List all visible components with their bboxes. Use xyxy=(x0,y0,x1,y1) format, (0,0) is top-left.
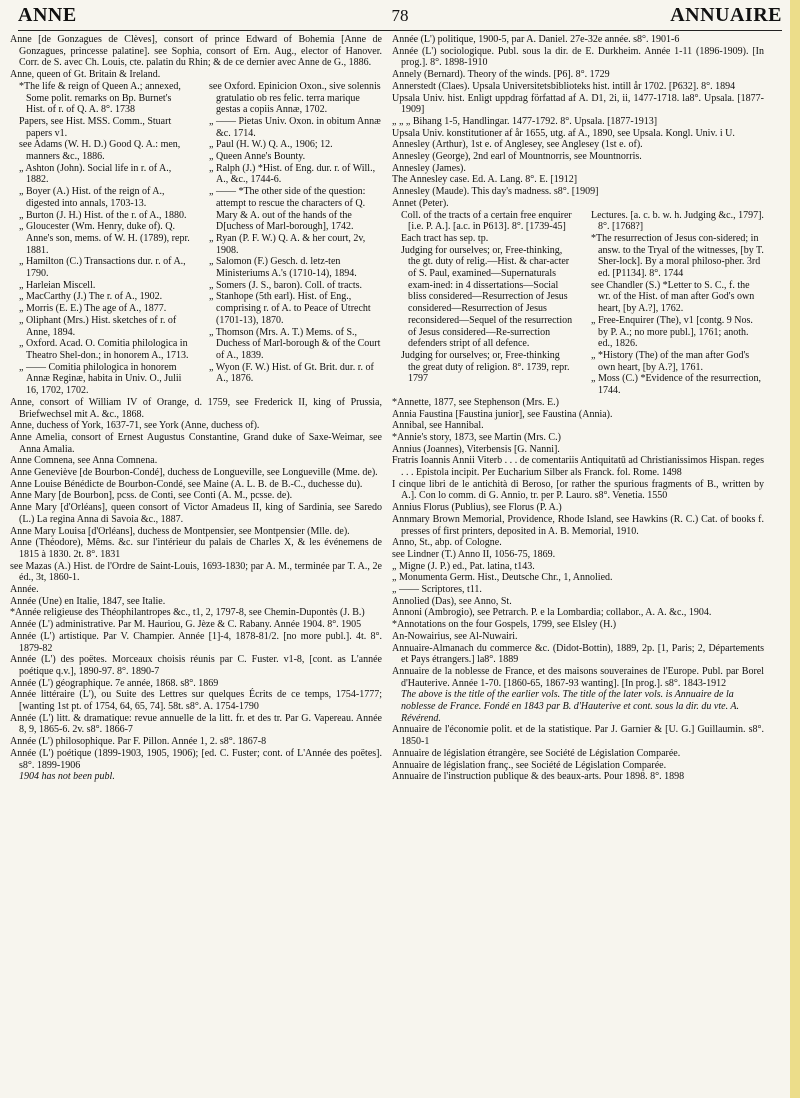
page-header xyxy=(18,4,782,30)
page-number: 78 xyxy=(391,6,409,25)
entry: „ Burton (J. H.) Hist. of the r. of A., 1880. xyxy=(19,209,187,221)
entry: Anne, queen of Gt. Britain & Ireland. xyxy=(10,69,161,81)
entry: Anne Louise Bénédicte de Bourbon-Condé, see Maine (A. L. B. de B.-C., duchesse du). xyxy=(10,478,363,490)
entry: I cinque libri de le antichità di Beroso, [or rather the spurious fragments of B., written by A.]. Con lo comm. di G. Annio, tr. per P. Lauro. s8°. Venetia. 1550 xyxy=(392,478,764,502)
entry: Annuaire de législation franç., see Société de Législation Comparée. xyxy=(392,759,667,771)
header-right-keyword: ANNUAIRE xyxy=(670,4,782,26)
entry: Lectures. [a. c. b. w. h. Judging &c., 1797]. 8°. [1768?] xyxy=(591,209,764,233)
entry: Papers, see Hist. MSS. Comm., Stuart papers v1. xyxy=(19,115,172,139)
entry: „ Boyer (A.) Hist. of the reign of A., digested into annals, 1703-13. xyxy=(19,186,165,209)
entry: Upsala Univ. konstitutioner af år 1655, utg. af A., 1890, see Upsala. Kongl. Univ. i U. xyxy=(392,127,735,139)
entry: „ Ryan (P. F. W.) Q. A. & her court, 2v, 1908. xyxy=(209,232,366,256)
entry: Annuaire de l'économie polit. et de la statistique. Par J. Garnier & [U. G.] Guillaumin. s8°. 1850-1 xyxy=(392,724,764,748)
entry: „ Oxford. Acad. O. Comitia philologica in Theatro Shel-don.; in honorem A., 1713. xyxy=(19,338,189,361)
entry: see Lindner (T.) Anno II, 1056-75, 1869. xyxy=(392,548,556,560)
entry: An-Nowairius, see Al-Nuwairi. xyxy=(392,630,518,642)
entry: Anne, consort of William IV of Orange, d. 1759, see Frederick II, king of Prussia, Briefwechsel mit A. &c., 1868. xyxy=(10,396,382,420)
entry: Annoni (Ambrogio), see Petrarch. P. e la Lombardia; collabor., A. A. &c., 1904. xyxy=(392,607,712,619)
note: 1904 has not been publ. xyxy=(19,771,115,783)
entry: „ Monumenta Germ. Hist., Deutsche Chr., 1, Annolied. xyxy=(392,572,613,584)
entry-list xyxy=(10,397,382,772)
subcolumn-left xyxy=(10,81,192,397)
entry: „ Queen Anne's Bounty. xyxy=(209,151,306,163)
entry: Judging for ourselves; or, Free-thinking the great duty of religion. 8°. 1739, repr. 1797 xyxy=(401,349,570,385)
entry: „ „ „ Bihang 1-5, Handlingar. 1477-1792. 8°. Upsala. [1877-1913] xyxy=(392,115,658,127)
entry: Annerstedt (Claes). Upsala Universitetsbiblioteks hist. intill år 1702. [P632]. 8°. 1894 xyxy=(392,80,736,92)
entry: „ —— Comitia philologica in honorem Annæ Reginæ, habita in Univ. O., Julii 16, 1702, 1702. xyxy=(19,361,182,397)
subcolumn-left xyxy=(392,210,574,397)
entry: „ Ralph (J.) *Hist. of Eng. dur. r. of Will., A., &c., 1744-6. xyxy=(209,162,376,186)
entry: *The resurrection of Jesus con-sidered; in answ. to the Tryal of the witnesses, [by T. Sher-lock]. By a moral philoso-pher. 3rd ed. [P1134]. 8°. 1744 xyxy=(591,232,764,280)
entry: „ —— *The other side of the question: attempt to rescue the characters of Q. Mary & A. out of the hands of the D[uchess of Marl-borough], 1742. xyxy=(209,186,366,233)
entry: Annia Faustina [Faustina junior], see Faustina (Annia). xyxy=(392,408,613,420)
entry: Année (L') sociologique. Publ. sous la dir. de E. Durkheim. Année 1-11 (1896-1909). [In prog.]. 8°. 1898-1910 xyxy=(392,45,764,69)
entry: Année (L') poétique (1899-1903, 1905, 1906); [ed. C. Fuster; cont. of L'Année des poëtes]. s8°. 1899-1906 xyxy=(10,747,382,771)
entry: „ Somers (J. S., baron). Coll. of tracts. xyxy=(209,279,363,291)
entry: Upsala Univ. hist. Enligt uppdrag författad af A. D1, 2i, ii, 1477-1718. la8°. Upsala. [1877-1909] xyxy=(392,92,764,116)
entry: Judging for ourselves; or, Free-thinking, the gt. duty of relig.—Hist. & char-acter of S. Paul, examined—Supernaturals exam-ined: in 4 dissertations—Social bliss considered—Resurrection of Jesus considered—Resurrection of Jesus reconsidered—Sequel of the resurrection of Jesus considered—Re-surrection defenders stript of all defence. xyxy=(401,244,573,350)
entry: Anne Mary [de Bourbon], pcss. de Conti, see Conti (A. M., pcsse. de). xyxy=(10,490,293,502)
entry: *The life & reign of Queen A.; annexed, Some polit. remarks on Bp. Burnet's Hist. of r. of Q. A. 8°. 1738 xyxy=(19,80,181,116)
entry: „ *History (The) of the man after God's own heart, [by A.?], 1761. xyxy=(591,349,750,373)
entry: Année littéraire (L'), ou Suite des Lettres sur quelques Écrits de ce temps, 1754-1777; [wanting 1st pt. of 1754, 64, 65, 74]. 58t. s8°. A. 1754-1790 xyxy=(10,689,382,713)
entry: „ Hamilton (C.) Transactions dur. r. of A., 1790. xyxy=(19,256,186,280)
entry: Annesley (George), 2nd earl of Mountnorris, see Mountnorris. xyxy=(392,151,642,163)
entry: Annuaire-Almanach du commerce &c. (Didot-Bottin), 1889, 2p. [1, Paris; 2, Départements et Pays étrangers.] la8°. 1889 xyxy=(392,642,764,666)
entry: Anne (Théodore), Mêms. &c. sur l'intérieur du palais de Charles X, & les événemens de 1815 à 1830. 2t. 8°. 1831 xyxy=(10,537,382,560)
queen-anne-subcolumns xyxy=(10,81,382,397)
entry: „ Paul (H. W.) Q. A., 1906; 12. xyxy=(209,139,333,151)
entry: „ Oliphant (Mrs.) Hist. sketches of r. of Anne, 1894. xyxy=(19,314,177,338)
entry: „ Free-Enquirer (The), v1 [contg. 9 Nos. by P. A.; no more publ.], 1761; anoth. ed., 1826. xyxy=(591,314,753,350)
entry: see Mazas (A.) Hist. de l'Ordre de Saint-Louis, 1693-1830; par A. M., terminée par T. A., 2e éd., 3t, 1860-1. xyxy=(10,560,382,584)
header-left-keyword: ANNE xyxy=(18,4,77,26)
left-column xyxy=(10,34,382,783)
entry: Annesley (Arthur), 1st e. of Anglesey, see Anglesey (1st e. of). xyxy=(392,139,643,151)
entry: Anne Amelia, consort of Ernest Augustus Constantine, Grand duke of Saxe-Weimar, see Anna Amalia. xyxy=(10,431,382,455)
entry: Anne Comnena, see Anna Comnena. xyxy=(10,455,158,467)
entry-list xyxy=(392,397,764,690)
entry: Annuaire de l'instruction publique & des beaux-arts. Pour 1898. 8°. 1898 xyxy=(392,771,685,783)
entry: „ Ashton (John). Social life in r. of A., 1882. xyxy=(19,162,172,186)
subcolumn-right xyxy=(582,210,764,397)
entry: Anne Geneviève [de Bourbon-Condé], duchess de Longueville, see Longueville (Mme. de). xyxy=(10,467,378,479)
entry: Anne Mary [d'Orléans], queen consort of Victor Amadeus II, king of Sardinia, see Saredo (L.) La regina Anna di Savoia &c., 1887. xyxy=(10,502,382,525)
entry: Anne Mary Louisa [d'Orléans], duchess de Montpensier, see Montpensier (Mlle. de). xyxy=(10,525,350,537)
entry: „ Morris (E. E.) The age of A., 1877. xyxy=(19,303,167,315)
entry: Annuaire de la noblesse de France, et des maisons souveraines de l'Europe. Publ. par Borel d'Hauterive. Année 1-70. [1860-65, 1867-93 wanting]. [In prog.]. s8°. 1843-1912 xyxy=(392,665,764,689)
entry: Annius (Joannes), Viterbensis [G. Nanni]. xyxy=(392,443,560,455)
entry: „ Gloucester (Wm. Henry, duke of). Q. Anne's son, mems. of W. H. (1789), repr. 1881. xyxy=(19,221,190,256)
entry: Annely (Bernard). Theory of the winds. [P6]. 8°. 1729 xyxy=(392,69,610,81)
entry: Année (L') artistique. Par V. Champier. Année [1]-4, 1878-81/2. [no more publ.]. 4t. 8°. 1879-82 xyxy=(10,630,382,654)
entry: see Oxford. Epinicion Oxon., sive solennis gratulatio ob res felic. terra marique gestas a copiis Annæ, 1702. xyxy=(209,80,381,116)
entry: Annibal, see Hannibal. xyxy=(392,420,484,432)
right-column xyxy=(392,34,764,783)
entry: „ —— Pietas Univ. Oxon. in obitum Annæ &c. 1714. xyxy=(209,115,381,139)
entry: The Annesley case. Ed. A. Lang. 8°. E. [1912] xyxy=(392,174,578,186)
subcolumn-right xyxy=(200,81,382,397)
entry: „ Moss (C.) *Evidence of the resurrection, 1744. xyxy=(591,373,761,397)
entry: Annmary Brown Memorial, Providence, Rhode Island, see Hawkins (R. C.) Cat. of books f. presses of first printers, deposited in A. B. Memorial, 1910. xyxy=(392,513,764,537)
entry: *Annette, 1877, see Stephenson (Mrs. E.) xyxy=(392,396,559,408)
entry: Année (L') géographique. 7e année, 1868. s8°. 1869 xyxy=(10,677,219,689)
entry: Annolied (Das), see Anno, St. xyxy=(392,595,512,607)
entry: „ —— Scriptores, t11. xyxy=(392,584,482,596)
entry: see Adams (W. H. D.) Good Q. A.: men, manners &c., 1886. xyxy=(19,139,181,163)
entry: Fratris Ioannis Annii Viterb . . . de comentariis Antiquitatū ad Christianissimos Hispan. reges . . . Epistola incipit. Per Eucharium Silber als Franck. fol. Rome. 1498 xyxy=(392,455,764,479)
entry: „ Harleian Miscell. xyxy=(19,279,96,291)
entry: Each tract has sep. tp. xyxy=(401,232,489,244)
entry: „ Thomson (Mrs. A. T.) Mems. of S., Duchess of Marl-borough & of the Court of A., 1839. xyxy=(209,326,381,361)
entry: Année (L') administrative. Par M. Hauriou, G. Jèze & C. Rabany. Année 1904. 8°. 1905 xyxy=(10,619,362,631)
entry: see Chandler (S.) *Letter to S. C., f. the wr. of the Hist. of man after God's own heart, [by A.?], 1762. xyxy=(591,279,755,315)
entry: Annesley (James). xyxy=(392,162,466,174)
entry: Année (Une) en Italie, 1847, see Italie. xyxy=(10,595,166,607)
page-edge xyxy=(790,0,800,1098)
entry: Année (L') litt. & dramatique: revue annuelle de la litt. fr. et des tr. Par G. Vapereau. Année 8, 9, 1865-6. 2v. s8°. 1866-7 xyxy=(10,712,382,736)
header-rule xyxy=(18,30,782,31)
entry: „ Stanhope (5th earl). Hist. of Eng., comprising r. of A. to Peace of Utrecht (1701-13), 1870. xyxy=(209,291,371,326)
entry: Année (L') politique, 1900-5, par A. Daniel. 27e-32e année. s8°. 1901-6 xyxy=(392,34,680,45)
entry: Année. xyxy=(10,584,39,596)
entry: Coll. of the tracts of a certain free enquirer [i.e. P. A.]. [a.c. in P613]. 8°. [1739-45] xyxy=(401,209,572,233)
entry: Annesley (Maude). This day's madness. s8°. [1909] xyxy=(392,186,599,198)
entry: Annet (Peter). xyxy=(392,197,449,209)
entry: „ Salomon (F.) Gesch. d. letz-ten Ministeriums A.'s (1710-14), 1894. xyxy=(209,256,357,280)
entry: Annuaire de législation étrangère, see Société de Législation Comparée. xyxy=(392,747,681,759)
note: The above is the title of the earlier vols. The title of the later vols. is Annuaire de la noblesse de France. Fondé en 1843 par B. d'Hauterive et cont. sous la dir. du vte. A. Révérend. xyxy=(401,689,740,724)
entry-list xyxy=(392,724,764,783)
entry: „ MacCarthy (J.) The r. of A., 1902. xyxy=(19,291,163,303)
entry: *Annotations on the four Gospels, 1799, see Elsley (H.) xyxy=(392,619,617,631)
entry: Anno, St., abp. of Cologne. xyxy=(392,537,502,549)
entry: *Année religieuse des Théophilantropes &c., t1, 2, 1797-8, see Chemin-Dupontès (J. B.) xyxy=(10,607,365,619)
entry: Anne [de Gonzagues de Clèves], consort of prince Edward of Bohemia [Anne de Gonzagues, princesse palatine]. see Sophia, consort of Ern. Aug., elector of Hanover. Corr. de S. avec Ch. Louis, cte. palatin du Rhin; & de ce dernier avec Anne de G., 1886. xyxy=(10,34,382,69)
entry: Anne, duchess of York, 1637-71, see York (Anne, duchess of). xyxy=(10,420,260,432)
entry-list xyxy=(392,34,764,210)
entry: „ Migne (J. P.) ed., Pat. latina, t143. xyxy=(392,560,535,572)
entry: „ Wyon (F. W.) Hist. of Gt. Brit. dur. r. of A., 1876. xyxy=(209,361,374,385)
entry: Annius Florus (Publius), see Florus (P. A.) xyxy=(392,502,562,514)
entry: *Annie's story, 1873, see Martin (Mrs. C.) xyxy=(392,431,561,443)
annet-subcolumns xyxy=(392,210,764,397)
entry: Année (L') des poëtes. Morceaux choisis réunis par C. Fuster. v1-8, [cont. as L'année poétique q.v.], 1890-97. 8°. 1890-7 xyxy=(10,654,382,677)
entry: Année (L') philosophique. Par F. Pillon. Année 1, 2. s8°. 1867-8 xyxy=(10,736,267,748)
